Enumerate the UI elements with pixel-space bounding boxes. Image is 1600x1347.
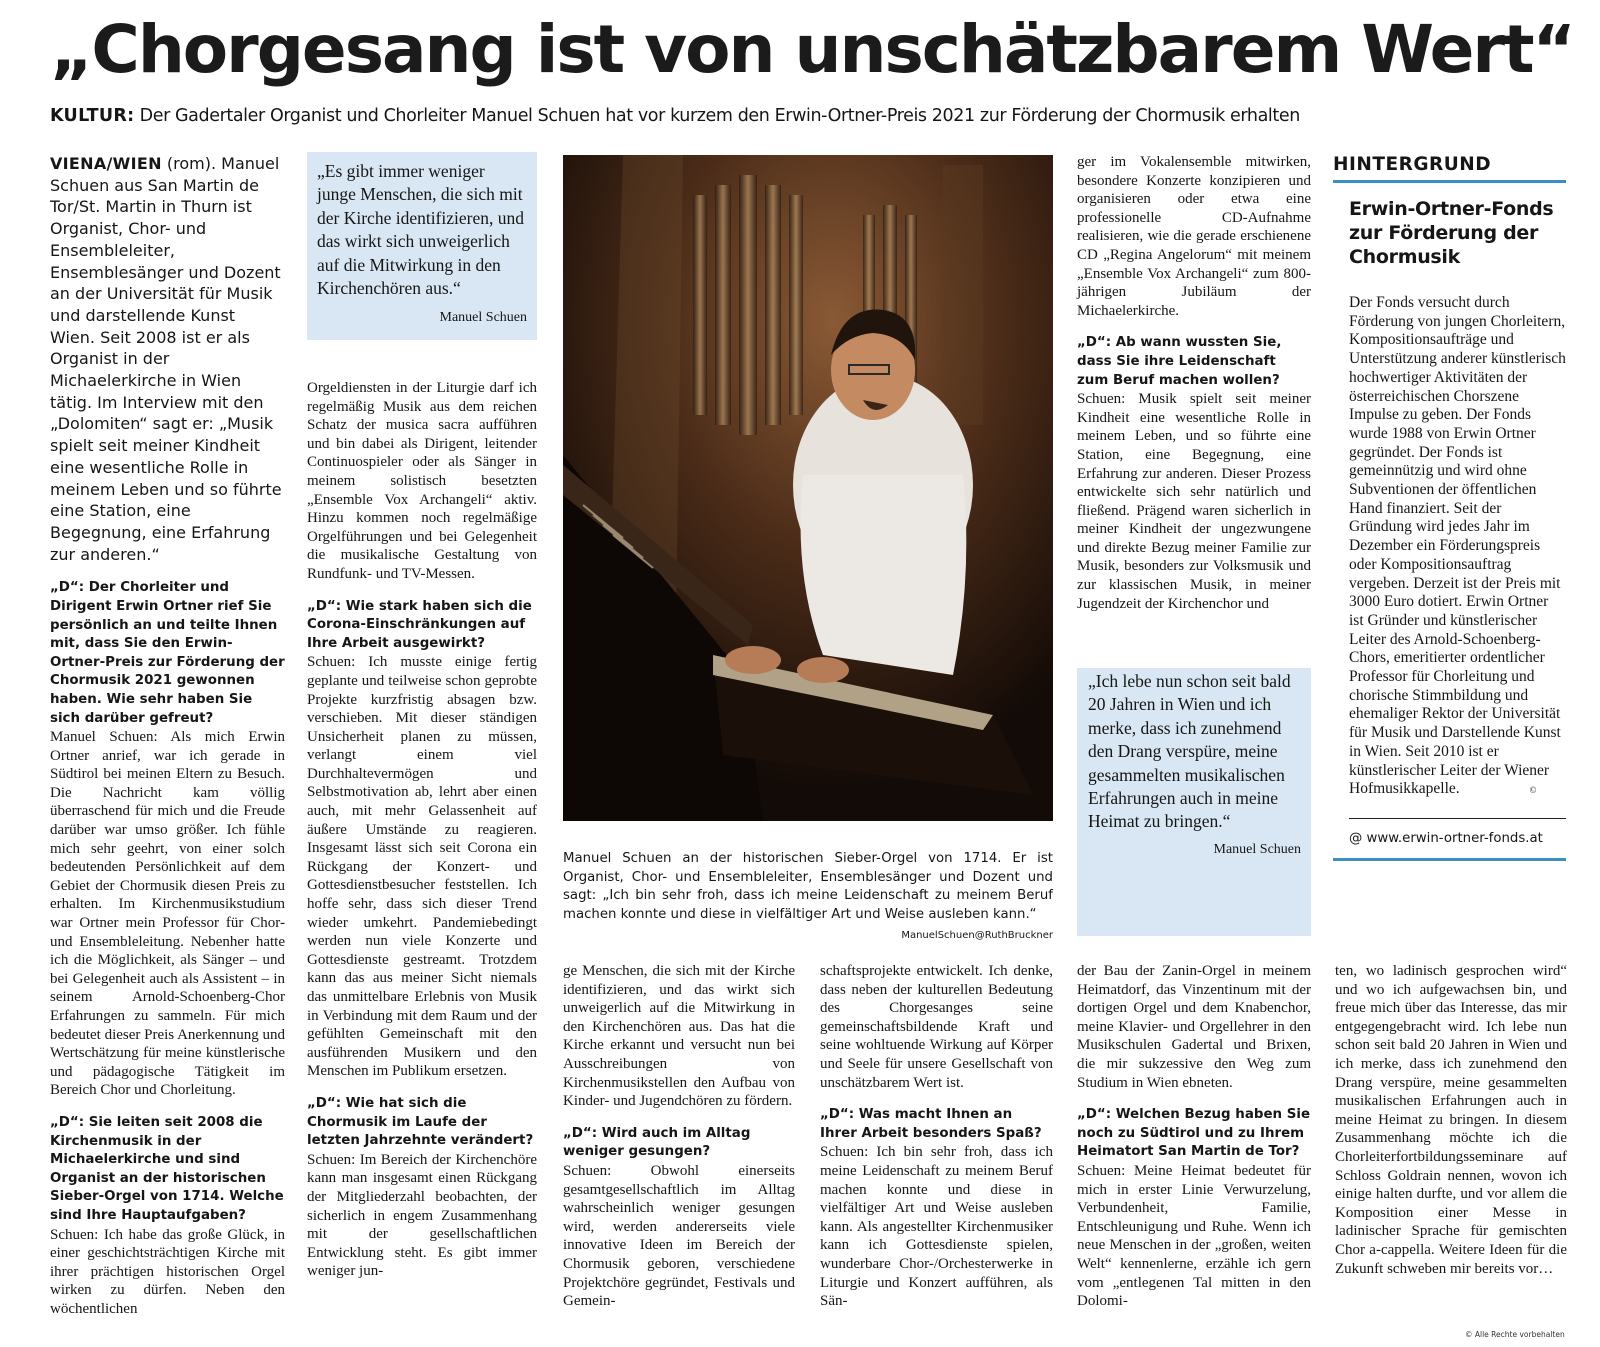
question-2: „D“: Sie leiten seit 2008 die Kirchenmusik in der Michaelerkirche und sind Organist an der historischen Sieber-Orgel von 1714. Welche sind Ihre Hauptaufgaben?: [50, 1114, 284, 1223]
sidebar-bottom-rule: [1333, 858, 1566, 861]
column-5: [1077, 153, 1311, 613]
organist-photo: [563, 155, 1053, 821]
question-5: „D“: Wird auch im Alltag weniger gesungen?: [563, 1125, 751, 1160]
rubric: KULTUR: [50, 106, 128, 126]
question-1: „D“: Der Chorleiter und Dirigent Erwin Ortner rief Sie persönlich an und teilte Ihnen mit, dass Sie den Erwin-Ortner-Preis zur Förderung der Chormusik 2021 gewonnen haben. Wie sehr haben Sie sich darüber gefreut?: [50, 580, 285, 726]
answer-8-continued: ten, wo ladinisch gesprochen wird“ und wo ich aufgewachsen bin, und freue mich über das Interesse, das mir entgegengebracht wird. Ich lebe nun schon seit bald 20 Jahren in Wien und ich merke, dass ich zunehmend den Drang verspüre, meine gesammelten musikalischen Erfahrungen auch in meine Heimat zu bringen. In diesem Zusammenhang möchte ich die Chorleiterfortbildungsseminare auf Schloss Goldrain nennen, wovon ich einige halten durfte, und vor allem die Komposition einer Messe in ladinischer Sprache für gemischten Chor a-cappella. Weitere Ideen für die Zukunft schweben mir bereits vor…: [1335, 963, 1567, 1277]
subhead: KULTUR: Der Gadertaler Organist und Chorleiter Manuel Schuen hat vor kurzem den Erwin-Ortner-Preis 2021 zur Förderung der Chormusik erhalten: [50, 106, 1300, 126]
sidebar-link[interactable]: @ www.erwin-ortner-fonds.at: [1349, 830, 1543, 846]
subhead-text: Der Gadertaler Organist und Chorleiter Manuel Schuen hat vor kurzem den Erwin-Ortner-Preis 2021 zur Förderung der Chormusik erhalten: [139, 106, 1300, 126]
pull-quote-author: Manuel Schuen: [1213, 841, 1301, 857]
sidebar-title: Erwin-Ortner-Fonds zur Förderung der Chormusik: [1349, 198, 1554, 268]
answer-6: Schuen: Ich bin sehr froh, dass ich meine Leidenschaft zu meinem Beruf machen konnte und diese in vielfältiger Art und Weise ausleben kann. Als angestellter Kirchenmusiker kann ich Gottesdienste spielen, wunderbare Chor-/Orchesterwerke in Liturgie und Konzert aufführen, als Sän-: [820, 1144, 1053, 1310]
answer-1: Manuel Schuen: Als mich Erwin Ortner anrief, war ich gerade in Südtirol bei meinen Eltern zu Besuch. Die Nachricht kam völlig überraschend für mich und die Freude darüber war umso größer. Ich fühle mich sehr geehrt, von einer solch bedeutenden Persönlichkeit auf dem Gebiet der Chormusik diesen Preis zu erhalten. Im Kirchenmusikstudium war Ortner mein Professor für Chor- und Ensembleleitung. Nebenher hatte ich die Möglichkeit, als Sänger – und bei Gelegenheit auch als Assistent – in seinem Arnold-Schoenberg-Chor Erfahrungen zu sammeln. Für mich bedeutet dieser Preis Anerkennung und Wertschätzung für meine künstlerische und pädagogische Tätigkeit im Bereich Chor und Chorleitung.: [50, 729, 285, 1099]
sidebar-rule: [1333, 180, 1566, 183]
photo-credit: ManuelSchuen@RuthBruckner: [901, 930, 1053, 941]
pull-quote-1: [307, 152, 537, 340]
column-1: [50, 153, 285, 1319]
column-3-bottom: [563, 962, 795, 1311]
question-4: „D“: Wie hat sich die Chormusik im Laufe der letzten Jahrzehnte verändert?: [307, 1095, 534, 1149]
column-6-bottom: [1335, 962, 1567, 1278]
headline: „Chorgesang ist von unschätzbarem Wert“: [50, 11, 1574, 88]
sidebar-separator: [1349, 818, 1566, 819]
question-3: „D“: Wie stark haben sich die Corona-Einschränkungen auf Ihre Arbeit ausgewirkt?: [307, 598, 532, 651]
sidebar-body: Der Fonds versucht durch Förderung von jungen Chorleitern, Kompositionsaufträge und Unterstützung anderer künstlerisch hochwertiger Aktivitäten der österreichischen Chorszene Impulse zu geben. Der Fonds wurde 1988 von Erwin Ortner gegründet. Der Fonds ist gemeinnützig und wird ohne Subventionen der öffentlichen Hand finanziert. Seit der Gründung wird jedes Jahr im Dezember ein Förderungspreis oder Kompositionsauftrag vergeben. Derzeit ist der Preis mit 3000 Euro dotiert. Erwin Ortner ist Gründer und künstlerischer Leiter des Arnold-Schoenberg-Chors, emeritierter ordentlicher Professor für Chorleitung und chorische Stimmbildung und ehemaliger Rektor der Universität für Musik und Darstellende Kunst in Wien. Seit 2010 ist er künstlerischer Leiter der Wiener Hofmusikkapelle. ©: [1349, 294, 1566, 798]
answer-4-continued: ge Menschen, die sich mit der Kirche identifizieren, und das wirkt sich unweigerlich auf die Mitwirkung in den Kirchenchören aus. Das hat die Kirche erkannt und versucht nun bei Ausschreibungen von Kirchenmusikstellen den Aufbau von Kinder- und Jugendchören zu fördern.: [563, 963, 795, 1110]
pull-quote-author: Manuel Schuen: [439, 310, 527, 326]
pull-quote-text: „Ich lebe nun schon seit bald 20 Jahren in Wien und ich merke, dass ich zunehmend den Drang verspüre, meine gesammelten musikalischen Erfahrungen auch in meine Heimat zu bringen.“: [1088, 671, 1291, 832]
sidebar-mark: ©: [1529, 785, 1537, 796]
column-2: [307, 379, 537, 1281]
answer-8: Schuen: Meine Heimat bedeutet für mich in erster Linie Verwurzelung, Verbundenheit, Familie, Entschleunigung und Ruhe. Wenn ich neue Menschen in der „großen, weiten Welt“ kennenlerne, erzähle ich gern vom „entlegenen Tal mitten in den Dolomi-: [1077, 1162, 1311, 1310]
photo-caption: Manuel Schuen an der historischen Sieber-Orgel von 1714. Er ist Organist, Chor- und Ensembleleiter, Ensemblesänger und Dozent und sagt: „Ich bin sehr froh, dass ich meine Leidenschaft zu meinem Beruf machen konnte und diese in vielfältiger Art und Weise ausleben kann.“: [563, 851, 1053, 922]
question-6: „D“: Was macht Ihnen an Ihrer Arbeit besonders Spaß?: [820, 1107, 1042, 1141]
pull-quote-2: [1077, 668, 1311, 936]
answer-6-continued: ger im Vokalensemble mitwirken, besondere Konzerte konzipieren und organisieren oder etwa eine professionelle CD-Aufnahme realisieren, wie die gerade erschienene CD „Regina Angelorum“ mit meinem „Ensemble Vox Archangeli“ zum 800-jährigen Jubiläum der Michaelerkirche.: [1077, 154, 1311, 319]
column-5-bottom: [1077, 962, 1311, 1311]
sidebar-label: HINTERGRUND: [1333, 154, 1492, 175]
dateline: VIENA/WIEN: [50, 154, 162, 173]
column-4-bottom: [820, 962, 1053, 1311]
question-7: „D“: Ab wann wussten Sie, dass Sie ihre Leidenschaft zum Beruf machen wollen?: [1077, 335, 1282, 388]
answer-7-continued: der Bau der Zanin-Orgel in meinem Heimatdorf, das Vinzentinum mit der dortigen Orgel und dem Knabenchor, meine Klavier- und Orgellehrer in den Musikschulen Gadertal und Brixen, die mir sukzessive den Weg zum Studium in Wien ebneten.: [1077, 963, 1311, 1091]
answer-2-continued: Orgeldiensten in der Liturgie darf ich regelmäßig Musik aus dem reichen Schatz der musica sacra aufführen und bin dabei als Dirigent, leitender Continuospieler oder als Sänger in meinem solistisch besetzten „Ensemble Vox Archangeli“ aktiv. Hinzu kommen noch regelmäßige Orgelführungen und bei Gelegenheit die musikalische Gestaltung von Rundfunk- und TV-Messen.: [307, 380, 537, 582]
answer-5: Schuen: Obwohl einerseits gesamtgesellschaftlich im Alltag wahrscheinlich weniger gesungen wird, werden andererseits viele innovative Ideen im Bereich der Chormusik geboren, verschiedene Projektchöre gegründet, Festivals und Gemein-: [563, 1162, 795, 1310]
lead-paragraph: VIENA/WIEN (rom). Manuel Schuen aus San Martin de Tor/St. Martin in Thurn ist Organist, Chor- und Ensembleleiter, Ensemblesänger und Dozent an der Universität für Musik und darstellende Kunst Wien. Seit 2008 ist er als Organist in der Michaelerkirche in Wien tätig. Im Interview mit den „Dolomiten“ sagt er: „Musik spielt seit meiner Kindheit eine wesentliche Rolle in meinem Leben und so führte eine Station, eine Begegnung, eine Erfahrung zur anderen.“: [50, 154, 282, 564]
answer-5-continued: schaftsprojekte entwickelt. Ich denke, dass neben der kulturellen Bedeutung des Chorgesanges seine gemeinschaftsbildende Kraft und seine wohltuende Wirkung auf Körper und Seele für unsere Gesellschaft von unschätzbarem Wert ist.: [820, 963, 1053, 1091]
copyright-notice: © Alle Rechte vorbehalten: [1465, 1330, 1565, 1339]
question-8: „D“: Welchen Bezug haben Sie noch zu Südtirol und zu Ihrem Heimatort San Martin de Tor?: [1077, 1107, 1311, 1160]
answer-2: Schuen: Ich habe das große Glück, in einer geschichtsträchtigen Kirche mit ihrer prächtigen historischen Orgel wirken zu dürfen. Neben den wöchentlichen: [50, 1226, 285, 1317]
answer-4: Schuen: Im Bereich der Kirchenchöre kann man insgesamt einen Rückgang der Mitgliederzahl beobachten, der sicherlich in engem Zusammenhang mit der gesellschaftlichen Entwicklung steht. Es gibt immer weniger jun-: [307, 1151, 537, 1280]
answer-7: Schuen: Musik spielt seit meiner Kindheit eine wesentliche Rolle in meinem Leben, und so führte eine Station, eine Begegnung, eine Erfahrung zur anderen. Dieser Prozess entwickelte sich sehr natürlich und fließend. Prägend waren sicherlich in meiner Kindheit der ungezwungene und direkte Bezug meiner Familie zur Musik, besonders zur Volksmusik und zur klassischen Musik, in meiner Jugendzeit der Kirchenchor und: [1077, 391, 1311, 612]
background-sidebar: [1333, 153, 1566, 936]
pull-quote-text: „Es gibt immer weniger junge Menschen, die sich mit der Kirche identifizieren, und das wirkt sich unweigerlich auf die Mitwirkung in den Kirchenchören aus.“: [317, 161, 524, 299]
answer-3: Schuen: Ich musste einige fertig geplante und teilweise schon geprobte Projekte kurzfristig absagen bzw. verschieben. Mit dieser ständigen Unsicherheit planen zu müssen, verlangt einem viel Durchhaltevermögen und Selbstmotivation ab, lehrt aber einen auch, mit mehr Gelassenheit auf äußere Umstände zu reagieren. Insgesamt lässt sich seit Corona ein Rückgang der Konzert- und Gottesdienstbesucher feststellen. Ich hoffe sehr, dass sich dieser Trend wieder umkehrt. Pandemiebedingt werden nun viele Konzerte und Gottesdienste gestreamt. Trotzdem kann das aus meiner Sicht niemals das unmittelbare Erlebnis von Musik in Verbindung mit dem Raum und der gefühlten Gemeinschaft mit den ausführenden Musikern und den Menschen im Publikum ersetzen.: [307, 654, 537, 1080]
